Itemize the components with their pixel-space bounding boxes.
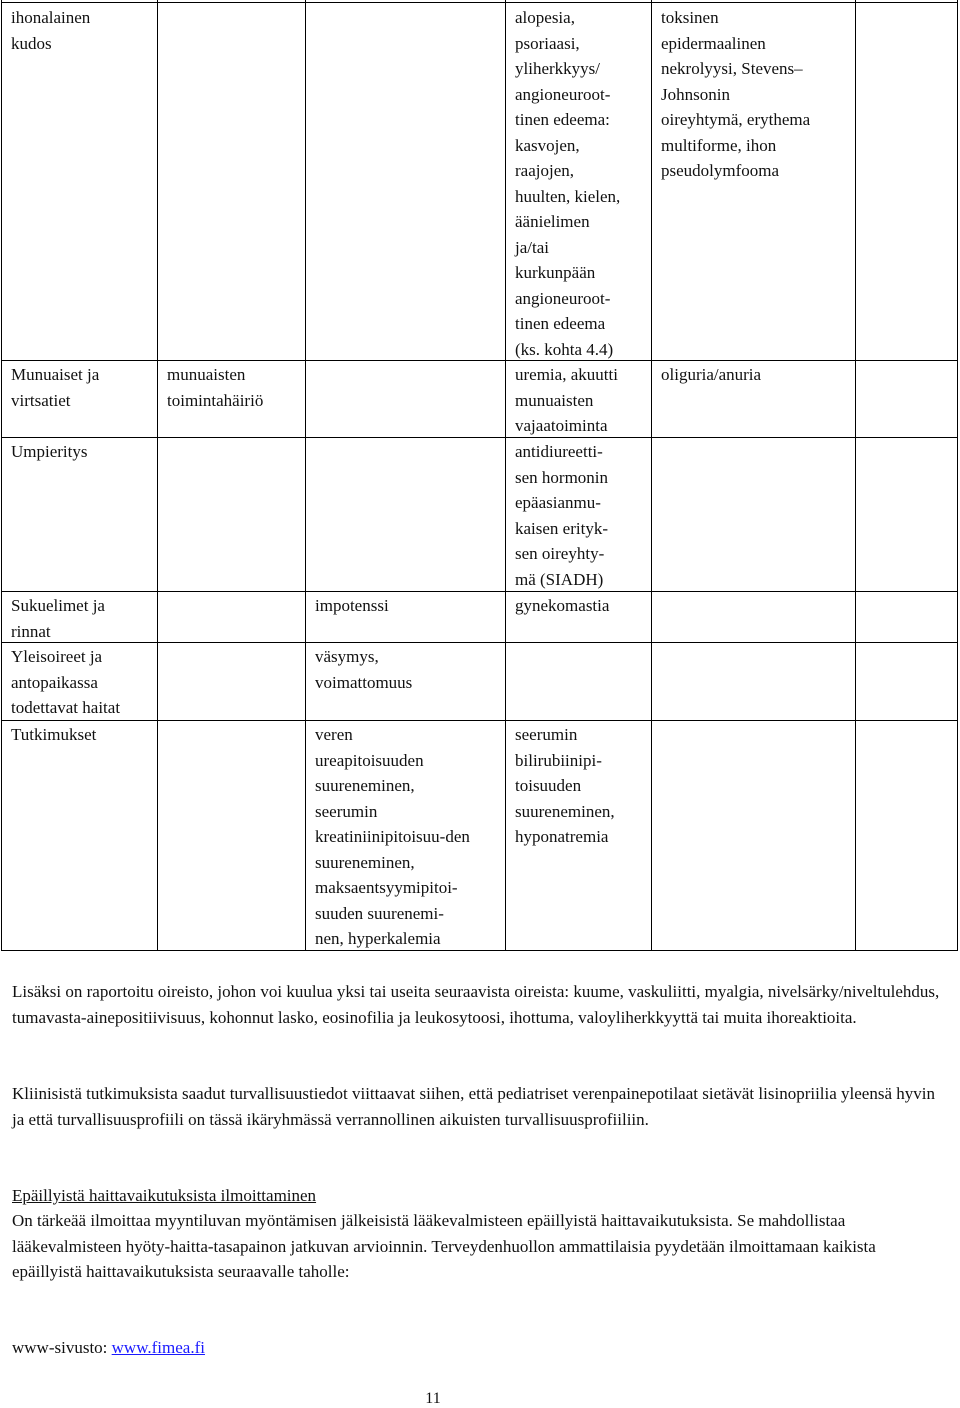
- website-line: [12, 1335, 942, 1361]
- table-border-top: [1, 2, 958, 3]
- table-cell-very-rare: antidiureetti- sen hormonin epäasianmu- kaisen erityk- sen oireyhty- mä (SIADH): [515, 442, 609, 589]
- table-cell-organ: Yleisoireet ja antopaikassa todettavat haitat: [11, 647, 121, 717]
- table-cell-rare: väsymys, voimattomuus: [315, 647, 413, 692]
- fimea-link[interactable]: www.fimea.fi: [111, 1338, 205, 1357]
- table-row-divider: [1, 437, 958, 438]
- page-number: 11: [425, 1390, 441, 1407]
- table-cell-very-rare: uremia, akuutti munuaisten vajaatoiminta: [515, 365, 618, 435]
- table-cell-organ: Sukuelimet ja rinnat: [11, 596, 105, 641]
- paragraph-reporting-instructions: On tärkeää ilmoittaa myyntiluvan myöntämisen jälkeisistä lääkevalmisteen epäillyistä haittavaikutuksista. Se mahdollistaa lääkevalmisteen hyöty-haitta-tasapainon jatkuvan arvioinnin. Terveydenhuollon ammattilaisia pyydetään ilmoittamaan kaikista epäillyistä haittavaikutuksista seuraavalle taholle:: [12, 1211, 876, 1281]
- table-cell-organ: Munuaiset ja virtsatiet: [11, 365, 100, 410]
- table-cell-very-rare: seerumin bilirubiinipi- toisuuden suureneminen, hyponatremia: [515, 725, 615, 846]
- website-label: www-sivusto:: [12, 1338, 112, 1357]
- table-cell-rare: impotenssi: [315, 596, 389, 615]
- table-cell-rare: veren ureapitoisuuden suureneminen, seerumin kreatiniinipitoisuu-den suureneminen, maksaentsyymipitoi- suuden suurenemi- nen, hyperkalemia: [315, 725, 470, 948]
- section-heading-reporting: Epäillyistä haittavaikutuksista ilmoittaminen: [12, 1186, 317, 1205]
- table-border-left: [1, 0, 2, 951]
- table-row-divider: [1, 591, 958, 592]
- table-column-divider: [157, 0, 158, 951]
- paragraph-pediatric-safety: Kliinisistä tutkimuksista saadut turvallisuustiedot viittaavat siihen, että pediatriset verenpainepotilaat sietävät lisinopriilia yleensä hyvin ja että turvallisuusprofiili on tässä ikäryhmässä verrannollinen aikuisten turvallisuusprofiiliin.: [12, 1084, 935, 1129]
- table-column-divider: [855, 0, 856, 951]
- table-cell-very-rare: gynekomastia: [515, 596, 610, 615]
- table-column-divider: [505, 0, 506, 951]
- table-cell-organ: Umpieritys: [11, 442, 88, 461]
- table-cell-unknown: toksinen epidermaalinen nekrolyysi, Stevens– Johnsonin oireyhtymä, erythema multiforme, ihon pseudolymfooma: [661, 8, 811, 180]
- table-cell-very-rare: alopesia, psoriaasi, yliherkkyys/ angioneuroot- tinen edeema: kasvojen, raajojen, huulten, kielen, äänielimen ja/tai kurkunpään angioneuroot- tinen edeema (ks. kohta 4.4): [515, 8, 621, 359]
- table-column-divider: [305, 0, 306, 951]
- table-cell-organ: ihonalainen kudos: [11, 8, 91, 53]
- table-row-divider: [1, 360, 958, 361]
- table-cell-uncommon: munuaisten toimintahäiriö: [167, 365, 264, 410]
- paragraph-reported-syndrome: Lisäksi on raportoitu oireisto, johon voi kuulua yksi tai useita seuraavista oireista: kuume, vaskuliitti, myalgia, nivelsärky/niveltulehdus, tumavasta-ainepositiivisuus, kohonnut lasko, eosinofilia ja leukosytoosi, ihottuma, valoyliherkkyyttä tai muita ihoreaktioita.: [12, 982, 940, 1027]
- table-cell-organ: Tutkimukset: [11, 725, 97, 744]
- table-column-divider: [651, 0, 652, 951]
- table-cell-unknown: oliguria/anuria: [661, 365, 762, 384]
- table-border-right: [957, 0, 958, 951]
